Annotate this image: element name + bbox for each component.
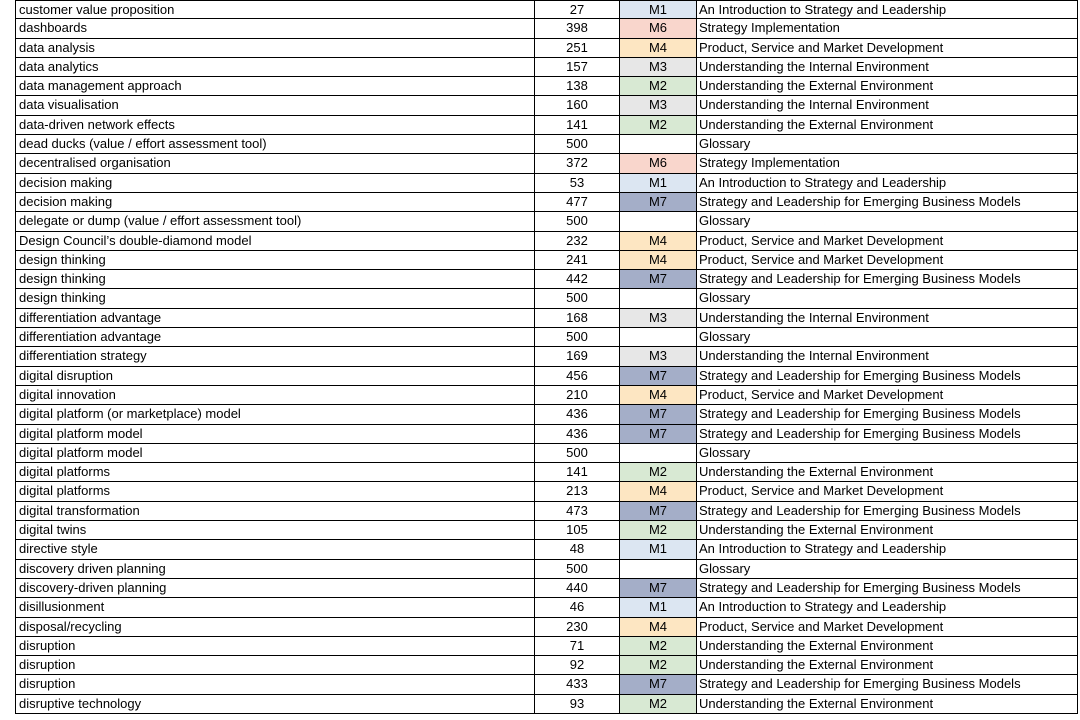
page-number-cell[interactable]: 473 [534,502,619,520]
module-code-cell[interactable]: M2 [619,656,696,674]
index-term-cell[interactable]: decision making [15,174,534,192]
index-term-cell[interactable]: Design Council’s double-diamond model [15,232,534,250]
index-term-cell[interactable]: disruption [15,656,534,674]
index-term-cell[interactable]: decision making [15,193,534,211]
index-term-cell[interactable]: data-driven network effects [15,116,534,134]
module-code-cell[interactable]: M2 [619,695,696,713]
index-term-cell[interactable]: disruptive technology [15,695,534,713]
page-number-cell[interactable]: 93 [534,695,619,713]
module-title-cell[interactable]: An Introduction to Strategy and Leadership [696,540,1078,558]
module-title-cell[interactable]: Understanding the Internal Environment [696,309,1078,327]
table-row [15,444,1078,463]
page-number-cell[interactable]: 71 [534,637,619,655]
module-title-cell[interactable]: An Introduction to Strategy and Leadership [696,1,1078,18]
page-number-cell[interactable]: 500 [534,444,619,462]
page-number-cell[interactable]: 440 [534,579,619,597]
module-code-cell[interactable]: M6 [619,19,696,37]
table-row [15,135,1078,154]
index-term-cell[interactable]: digital platforms [15,463,534,481]
page-number-cell[interactable]: 48 [534,540,619,558]
table-row [15,560,1078,579]
module-code-cell[interactable]: M4 [619,232,696,250]
index-term-cell[interactable]: digital innovation [15,386,534,404]
table-row [15,425,1078,444]
table-row [15,309,1078,328]
table-row [15,367,1078,386]
table-row [15,193,1078,212]
index-term-cell[interactable]: data management approach [15,77,534,95]
module-title-cell[interactable]: Understanding the External Environment [696,521,1078,539]
module-code-cell[interactable]: M7 [619,579,696,597]
page-number-cell[interactable]: 169 [534,347,619,365]
module-code-cell[interactable]: M7 [619,675,696,693]
index-term-cell[interactable]: differentiation advantage [15,309,534,327]
module-title-cell[interactable]: Product, Service and Market Development [696,232,1078,250]
page-number-cell[interactable]: 46 [534,598,619,616]
module-title-cell[interactable]: An Introduction to Strategy and Leadership [696,174,1078,192]
table-row [15,656,1078,675]
module-code-cell[interactable]: M7 [619,502,696,520]
page-number-cell[interactable]: 230 [534,618,619,636]
module-code-cell[interactable] [619,135,696,153]
index-term-cell[interactable]: discovery-driven planning [15,579,534,597]
page-number-cell[interactable]: 251 [534,39,619,57]
page-number-cell[interactable]: 398 [534,19,619,37]
module-title-cell[interactable]: Glossary [696,328,1078,346]
module-code-cell[interactable]: M7 [619,405,696,423]
module-title-cell[interactable]: Understanding the Internal Environment [696,96,1078,114]
index-term-cell[interactable]: design thinking [15,251,534,269]
page-number-cell[interactable]: 157 [534,58,619,76]
table-row [15,540,1078,559]
index-term-cell[interactable]: disruption [15,675,534,693]
index-term-cell[interactable]: differentiation advantage [15,328,534,346]
module-code-cell[interactable] [619,328,696,346]
module-title-cell[interactable]: Strategy and Leadership for Emerging Business Models [696,270,1078,288]
module-code-cell[interactable]: M2 [619,463,696,481]
module-title-cell[interactable]: Product, Service and Market Development [696,618,1078,636]
table-row [15,232,1078,251]
index-term-cell[interactable]: digital platform (or marketplace) model [15,405,534,423]
module-title-cell[interactable]: Strategy and Leadership for Emerging Business Models [696,425,1078,443]
table-row [15,675,1078,694]
page-number-cell[interactable]: 433 [534,675,619,693]
table-row [15,77,1078,96]
module-code-cell[interactable]: M4 [619,618,696,636]
index-term-cell[interactable]: disruption [15,637,534,655]
table-row [15,19,1078,38]
table-row [15,618,1078,637]
index-term-cell[interactable]: dashboards [15,19,534,37]
page-number-cell[interactable]: 105 [534,521,619,539]
index-term-cell[interactable]: digital transformation [15,502,534,520]
page-number-cell[interactable]: 456 [534,367,619,385]
index-term-cell[interactable]: digital disruption [15,367,534,385]
module-title-cell[interactable]: Product, Service and Market Development [696,39,1078,57]
page-number-cell[interactable]: 232 [534,232,619,250]
index-term-cell[interactable]: design thinking [15,289,534,307]
page-number-cell[interactable]: 500 [534,560,619,578]
module-title-cell[interactable]: Understanding the External Environment [696,77,1078,95]
module-code-cell[interactable]: M2 [619,637,696,655]
module-code-cell[interactable]: M4 [619,251,696,269]
module-code-cell[interactable] [619,212,696,230]
module-title-cell[interactable]: Strategy Implementation [696,19,1078,37]
module-code-cell[interactable]: M1 [619,1,696,18]
page-number-cell[interactable]: 500 [534,135,619,153]
page-number-cell[interactable]: 53 [534,174,619,192]
module-code-cell[interactable] [619,289,696,307]
page-number-cell[interactable]: 141 [534,116,619,134]
module-code-cell[interactable]: M3 [619,96,696,114]
table-row [15,521,1078,540]
page-number-cell[interactable]: 436 [534,405,619,423]
page-number-cell[interactable]: 500 [534,212,619,230]
index-term-cell[interactable]: data visualisation [15,96,534,114]
page-number-cell[interactable]: 160 [534,96,619,114]
index-term-cell[interactable]: disillusionment [15,598,534,616]
module-title-cell[interactable]: An Introduction to Strategy and Leadership [696,598,1078,616]
module-title-cell[interactable]: Glossary [696,135,1078,153]
page-number-cell[interactable]: 138 [534,77,619,95]
page-number-cell[interactable]: 477 [534,193,619,211]
table-row [15,0,1078,19]
module-code-cell[interactable]: M7 [619,367,696,385]
module-code-cell[interactable]: M7 [619,425,696,443]
table-row [15,598,1078,617]
page-number-cell[interactable]: 210 [534,386,619,404]
page-number-cell[interactable]: 92 [534,656,619,674]
module-code-cell[interactable]: M7 [619,193,696,211]
module-title-cell[interactable]: Strategy and Leadership for Emerging Business Models [696,405,1078,423]
module-title-cell[interactable]: Product, Service and Market Development [696,386,1078,404]
index-term-cell[interactable]: design thinking [15,270,534,288]
module-title-cell[interactable]: Strategy and Leadership for Emerging Business Models [696,579,1078,597]
page-number-cell[interactable]: 436 [534,425,619,443]
index-term-cell[interactable]: delegate or dump (value / effort assessment tool) [15,212,534,230]
index-term-cell[interactable]: disposal/recycling [15,618,534,636]
table-row [15,251,1078,270]
index-term-cell[interactable]: differentiation strategy [15,347,534,365]
page-number-cell[interactable]: 500 [534,289,619,307]
table-row [15,58,1078,77]
module-title-cell[interactable]: Strategy and Leadership for Emerging Business Models [696,675,1078,693]
index-term-cell[interactable]: discovery driven planning [15,560,534,578]
table-row [15,270,1078,289]
table-row [15,463,1078,482]
index-term-cell[interactable]: data analytics [15,58,534,76]
table-row [15,174,1078,193]
table-row [15,96,1078,115]
module-title-cell[interactable]: Strategy and Leadership for Emerging Business Models [696,367,1078,385]
module-code-cell[interactable]: M3 [619,58,696,76]
table-row [15,39,1078,58]
table-row [15,347,1078,366]
module-title-cell[interactable]: Understanding the External Environment [696,695,1078,713]
index-term-cell[interactable]: digital platform model [15,425,534,443]
module-code-cell[interactable]: M1 [619,598,696,616]
module-code-cell[interactable] [619,560,696,578]
module-title-cell[interactable]: Understanding the Internal Environment [696,347,1078,365]
module-title-cell[interactable]: Glossary [696,289,1078,307]
module-code-cell[interactable]: M1 [619,174,696,192]
table-row [15,212,1078,231]
module-title-cell[interactable]: Understanding the Internal Environment [696,58,1078,76]
table-row [15,386,1078,405]
page-number-cell[interactable]: 27 [534,1,619,18]
module-code-cell[interactable]: M2 [619,77,696,95]
index-term-cell[interactable]: directive style [15,540,534,558]
module-title-cell[interactable]: Understanding the External Environment [696,637,1078,655]
index-term-cell[interactable]: customer value proposition [15,1,534,18]
module-title-cell[interactable]: Strategy and Leadership for Emerging Business Models [696,502,1078,520]
table-row [15,116,1078,135]
index-table [15,0,1078,714]
index-term-cell[interactable]: data analysis [15,39,534,57]
table-row [15,405,1078,424]
module-title-cell[interactable]: Understanding the External Environment [696,116,1078,134]
index-term-cell[interactable]: digital twins [15,521,534,539]
table-row [15,502,1078,521]
index-term-cell[interactable]: decentralised organisation [15,154,534,172]
page-number-cell[interactable]: 213 [534,482,619,500]
page-number-cell[interactable]: 442 [534,270,619,288]
table-row [15,695,1078,714]
page-number-cell[interactable]: 372 [534,154,619,172]
page-number-cell[interactable]: 241 [534,251,619,269]
module-title-cell[interactable]: Product, Service and Market Development [696,251,1078,269]
table-row [15,482,1078,501]
table-row [15,289,1078,308]
index-term-cell[interactable]: digital platforms [15,482,534,500]
table-row [15,154,1078,173]
page-number-cell[interactable]: 500 [534,328,619,346]
module-code-cell[interactable]: M6 [619,154,696,172]
module-title-cell[interactable]: Strategy Implementation [696,154,1078,172]
module-title-cell[interactable]: Strategy and Leadership for Emerging Business Models [696,193,1078,211]
module-title-cell[interactable]: Glossary [696,444,1078,462]
module-title-cell[interactable]: Understanding the External Environment [696,463,1078,481]
module-code-cell[interactable]: M4 [619,386,696,404]
module-code-cell[interactable] [619,444,696,462]
module-code-cell[interactable]: M7 [619,270,696,288]
module-title-cell[interactable]: Glossary [696,560,1078,578]
module-title-cell[interactable]: Understanding the External Environment [696,656,1078,674]
index-term-cell[interactable]: digital platform model [15,444,534,462]
module-code-cell[interactable]: M4 [619,482,696,500]
module-title-cell[interactable]: Glossary [696,212,1078,230]
module-code-cell[interactable]: M2 [619,521,696,539]
module-code-cell[interactable]: M1 [619,540,696,558]
table-row [15,579,1078,598]
page-number-cell[interactable]: 168 [534,309,619,327]
module-code-cell[interactable]: M2 [619,116,696,134]
table-row [15,328,1078,347]
module-code-cell[interactable]: M3 [619,347,696,365]
page-number-cell[interactable]: 141 [534,463,619,481]
module-code-cell[interactable]: M4 [619,39,696,57]
module-code-cell[interactable]: M3 [619,309,696,327]
module-title-cell[interactable]: Product, Service and Market Development [696,482,1078,500]
table-row [15,637,1078,656]
index-term-cell[interactable]: dead ducks (value / effort assessment tool) [15,135,534,153]
